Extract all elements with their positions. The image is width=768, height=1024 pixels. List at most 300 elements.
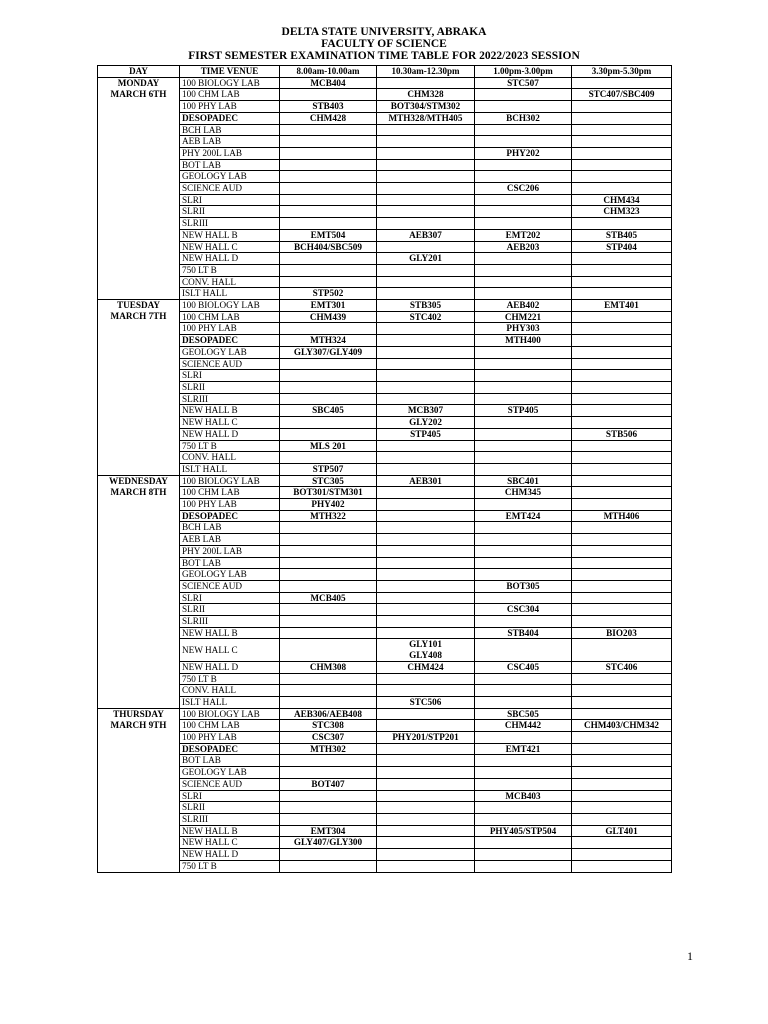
exam-cell-slot-3 xyxy=(475,849,572,861)
exam-cell-slot-4 xyxy=(572,708,672,720)
table-row xyxy=(98,112,672,124)
table-row xyxy=(98,101,672,113)
exam-cell-slot-1: PHY402 xyxy=(280,499,377,511)
table-row xyxy=(98,452,672,464)
exam-cell-slot-4 xyxy=(572,802,672,814)
exam-cell-slot-4 xyxy=(572,732,672,744)
venue-cell: SLRI xyxy=(180,592,280,604)
table-row xyxy=(98,159,672,171)
exam-cell-slot-3: AEB402 xyxy=(475,300,572,312)
exam-cell-slot-3 xyxy=(475,673,572,685)
exam-cell-slot-2 xyxy=(377,767,475,779)
venue-cell: AEB LAB xyxy=(180,136,280,148)
exam-cell-slot-4: CHM323 xyxy=(572,206,672,218)
venue-cell: NEW HALL D xyxy=(180,849,280,861)
venue-cell: SLRII xyxy=(180,802,280,814)
exam-cell-slot-1 xyxy=(280,545,377,557)
venue-cell: 100 CHM LAB xyxy=(180,487,280,499)
exam-cell-slot-2: MCB307 xyxy=(377,405,475,417)
exam-cell-slot-1: STC308 xyxy=(280,720,377,732)
exam-cell-slot-2 xyxy=(377,370,475,382)
exam-cell-slot-4: STB405 xyxy=(572,229,672,241)
exam-cell-slot-2 xyxy=(377,639,475,661)
exam-cell-slot-2 xyxy=(377,124,475,136)
venue-cell: ISLT HALL xyxy=(180,288,280,300)
exam-cell-slot-3: STP405 xyxy=(475,405,572,417)
exam-cell-slot-4: EMT401 xyxy=(572,300,672,312)
exam-cell-slot-3: PHY202 xyxy=(475,147,572,159)
exam-cell-slot-2 xyxy=(377,673,475,685)
table-row xyxy=(98,557,672,569)
venue-cell: NEW HALL D xyxy=(180,661,280,673)
exam-cell-slot-3: CSC405 xyxy=(475,661,572,673)
exam-cell-slot-3: PHY405/STP504 xyxy=(475,825,572,837)
exam-cell-slot-2 xyxy=(377,778,475,790)
exam-cell-slot-1 xyxy=(280,206,377,218)
exam-cell-slot-1: MCB404 xyxy=(280,77,377,89)
exam-cell-slot-4 xyxy=(572,346,672,358)
venue-cell: SLRI xyxy=(180,370,280,382)
venue-cell: 100 CHM LAB xyxy=(180,311,280,323)
exam-cell-slot-4 xyxy=(572,77,672,89)
venue-cell: PHY 200L LAB xyxy=(180,545,280,557)
exam-cell-slot-2 xyxy=(377,206,475,218)
exam-cell-slot-1: STC305 xyxy=(280,475,377,487)
exam-cell-slot-4 xyxy=(572,112,672,124)
exam-cell-slot-2 xyxy=(377,616,475,628)
venue-cell: SLRI xyxy=(180,194,280,206)
exam-cell-slot-1: MTH302 xyxy=(280,743,377,755)
exam-cell-slot-3 xyxy=(475,639,572,661)
exam-cell-slot-2 xyxy=(377,323,475,335)
exam-cell-slot-1: STB403 xyxy=(280,101,377,113)
table-row xyxy=(98,685,672,697)
exam-cell-slot-3 xyxy=(475,370,572,382)
exam-cell-slot-4: CHM403/CHM342 xyxy=(572,720,672,732)
exam-cell-slot-1 xyxy=(280,381,377,393)
exam-cell-slot-2 xyxy=(377,720,475,732)
exam-cell-slot-4 xyxy=(572,335,672,347)
venue-cell: 100 PHY LAB xyxy=(180,101,280,113)
exam-cell-slot-3 xyxy=(475,276,572,288)
venue-cell: 750 LT B xyxy=(180,264,280,276)
exam-cell-slot-4 xyxy=(572,323,672,335)
exam-cell-slot-1 xyxy=(280,522,377,534)
table-row xyxy=(98,264,672,276)
exam-cell-slot-1: BOT407 xyxy=(280,778,377,790)
table-row xyxy=(98,720,672,732)
table-row xyxy=(98,580,672,592)
exam-cell-slot-2 xyxy=(377,569,475,581)
exam-cell-slot-4 xyxy=(572,218,672,230)
exam-cell-slot-1: CSC307 xyxy=(280,732,377,744)
day-name: WEDNESDAY xyxy=(109,475,168,486)
exam-cell-slot-3 xyxy=(475,440,572,452)
table-row xyxy=(98,639,672,661)
exam-cell-slot-3 xyxy=(475,837,572,849)
table-row xyxy=(98,288,672,300)
exam-cell-slot-2 xyxy=(377,241,475,253)
exam-cell-slot-2 xyxy=(377,194,475,206)
venue-cell: SLRIII xyxy=(180,393,280,405)
exam-cell-slot-3 xyxy=(475,534,572,546)
exam-cell-slot-3 xyxy=(475,452,572,464)
exam-cell-slot-2 xyxy=(377,545,475,557)
col-header-day: DAY xyxy=(98,66,180,78)
table-row xyxy=(98,147,672,159)
exam-cell-slot-3 xyxy=(475,288,572,300)
exam-cell-slot-4 xyxy=(572,311,672,323)
table-row xyxy=(98,218,672,230)
exam-cell-slot-2 xyxy=(377,534,475,546)
venue-cell: NEW HALL D xyxy=(180,253,280,265)
exam-cell-slot-3: SBC401 xyxy=(475,475,572,487)
exam-cell-slot-4 xyxy=(572,545,672,557)
exam-cell-slot-1: CHM439 xyxy=(280,311,377,323)
venue-cell: SCIENCE AUD xyxy=(180,183,280,195)
exam-cell-slot-4 xyxy=(572,755,672,767)
exam-cell-slot-1: GLY407/GLY300 xyxy=(280,837,377,849)
exam-cell-slot-2 xyxy=(377,487,475,499)
exam-cell-slot-2 xyxy=(377,860,475,872)
exam-cell-slot-4 xyxy=(572,673,672,685)
table-row xyxy=(98,335,672,347)
exam-cell-slot-4: MTH406 xyxy=(572,510,672,522)
venue-cell: CONV. HALL xyxy=(180,452,280,464)
day-cell xyxy=(98,708,180,872)
day-cell xyxy=(98,475,180,708)
venue-cell: SLRIII xyxy=(180,616,280,628)
page-number: 1 xyxy=(687,949,693,963)
exam-cell-slot-3 xyxy=(475,393,572,405)
table-row xyxy=(98,708,672,720)
exam-cell-slot-2 xyxy=(377,183,475,195)
day-name: MONDAY xyxy=(117,77,160,88)
table-row xyxy=(98,673,672,685)
day-name: THURSDAY xyxy=(113,708,164,719)
exam-cell-slot-2 xyxy=(377,685,475,697)
exam-cell-slot-1 xyxy=(280,159,377,171)
day-cell xyxy=(98,77,180,299)
exam-cell-slot-4 xyxy=(572,159,672,171)
exam-cell-slot-3 xyxy=(475,171,572,183)
exam-cell-slot-3: STC507 xyxy=(475,77,572,89)
venue-cell: DESOPADEC xyxy=(180,112,280,124)
table-row xyxy=(98,183,672,195)
exam-cell-slot-1 xyxy=(280,358,377,370)
exam-cell-slot-4 xyxy=(572,534,672,546)
exam-cell-slot-1: STP507 xyxy=(280,463,377,475)
exam-cell-slot-2 xyxy=(377,825,475,837)
exam-cell-slot-1 xyxy=(280,639,377,661)
table-row xyxy=(98,616,672,628)
exam-cell-slot-2 xyxy=(377,147,475,159)
exam-cell-slot-4 xyxy=(572,790,672,802)
table-row xyxy=(98,825,672,837)
venue-cell: SLRI xyxy=(180,790,280,802)
exam-cell-slot-4 xyxy=(572,288,672,300)
venue-cell: AEB LAB xyxy=(180,534,280,546)
venue-cell: GEOLOGY LAB xyxy=(180,346,280,358)
exam-cell-slot-3 xyxy=(475,545,572,557)
exam-cell-slot-2 xyxy=(377,849,475,861)
table-row xyxy=(98,370,672,382)
table-row xyxy=(98,77,672,89)
exam-cell-slot-2: MTH328/MTH405 xyxy=(377,112,475,124)
exam-code: GLY101 xyxy=(409,639,442,650)
exam-cell-slot-1: EMT504 xyxy=(280,229,377,241)
exam-cell-slot-1: MTH324 xyxy=(280,335,377,347)
table-row xyxy=(98,755,672,767)
exam-cell-slot-4 xyxy=(572,183,672,195)
venue-cell: NEW HALL B xyxy=(180,229,280,241)
venue-cell: BCH LAB xyxy=(180,522,280,534)
exam-cell-slot-2: STC506 xyxy=(377,696,475,708)
exam-cell-slot-2 xyxy=(377,358,475,370)
venue-cell: 100 PHY LAB xyxy=(180,732,280,744)
exam-cell-slot-4 xyxy=(572,767,672,779)
exam-cell-slot-1: STP502 xyxy=(280,288,377,300)
venue-cell: ISLT HALL xyxy=(180,696,280,708)
exam-cell-slot-4 xyxy=(572,569,672,581)
exam-cell-slot-3 xyxy=(475,206,572,218)
exam-cell-slot-3 xyxy=(475,358,572,370)
exam-cell-slot-2: PHY201/STP201 xyxy=(377,732,475,744)
exam-cell-slot-4 xyxy=(572,778,672,790)
table-row xyxy=(98,592,672,604)
exam-cell-slot-1 xyxy=(280,171,377,183)
exam-cell-slot-3 xyxy=(475,592,572,604)
exam-cell-slot-2 xyxy=(377,837,475,849)
exam-cell-slot-4 xyxy=(572,475,672,487)
exam-cell-slot-1 xyxy=(280,147,377,159)
table-row xyxy=(98,136,672,148)
exam-cell-slot-2: GLY201 xyxy=(377,253,475,265)
exam-cell-slot-3: PHY303 xyxy=(475,323,572,335)
exam-cell-slot-4 xyxy=(572,452,672,464)
table-row xyxy=(98,311,672,323)
exam-cell-slot-2 xyxy=(377,264,475,276)
exam-cell-slot-4 xyxy=(572,499,672,511)
exam-cell-slot-1 xyxy=(280,124,377,136)
exam-cell-slot-4 xyxy=(572,592,672,604)
exam-cell-slot-4 xyxy=(572,124,672,136)
faculty-title: FACULTY OF SCIENCE xyxy=(321,38,447,50)
table-row xyxy=(98,475,672,487)
table-row xyxy=(98,89,672,101)
exam-cell-slot-3 xyxy=(475,685,572,697)
exam-cell-slot-1: EMT304 xyxy=(280,825,377,837)
day-name: TUESDAY xyxy=(116,300,161,311)
exam-cell-slot-2 xyxy=(377,708,475,720)
exam-cell-slot-1 xyxy=(280,370,377,382)
exam-cell-slot-4 xyxy=(572,381,672,393)
exam-cell-slot-1 xyxy=(280,276,377,288)
exam-cell-slot-4 xyxy=(572,696,672,708)
venue-cell: SCIENCE AUD xyxy=(180,778,280,790)
exam-cell-slot-4 xyxy=(572,849,672,861)
exam-cell-slot-1 xyxy=(280,849,377,861)
venue-cell: PHY 200L LAB xyxy=(180,147,280,159)
exam-cell-slot-1 xyxy=(280,616,377,628)
venue-cell: SCIENCE AUD xyxy=(180,358,280,370)
table-row xyxy=(98,253,672,265)
day-date: MARCH 7TH xyxy=(110,311,167,322)
exam-cell-slot-4 xyxy=(572,264,672,276)
exam-cell-slot-1: MTH322 xyxy=(280,510,377,522)
exam-cell-slot-2 xyxy=(377,522,475,534)
exam-cell-slot-3 xyxy=(475,860,572,872)
exam-cell-slot-4 xyxy=(572,358,672,370)
exam-cell-slot-2 xyxy=(377,440,475,452)
exam-cell-slot-3 xyxy=(475,218,572,230)
exam-cell-slot-4 xyxy=(572,522,672,534)
exam-cell-slot-1 xyxy=(280,452,377,464)
exam-cell-slot-2 xyxy=(377,171,475,183)
venue-cell: NEW HALL C xyxy=(180,417,280,429)
table-row xyxy=(98,627,672,639)
document-title: FIRST SEMESTER EXAMINATION TIME TABLE FOR 2022/2023 SESSION xyxy=(188,50,580,62)
exam-cell-slot-3 xyxy=(475,159,572,171)
venue-cell: 100 BIOLOGY LAB xyxy=(180,300,280,312)
exam-cell-slot-3 xyxy=(475,522,572,534)
exam-cell-slot-4 xyxy=(572,616,672,628)
exam-cell-slot-2: BOT304/STM302 xyxy=(377,101,475,113)
table-row xyxy=(98,837,672,849)
exam-cell-slot-4 xyxy=(572,147,672,159)
exam-cell-slot-4: STC406 xyxy=(572,661,672,673)
exam-cell-slot-2 xyxy=(377,755,475,767)
table-row xyxy=(98,171,672,183)
exam-cell-slot-2 xyxy=(377,802,475,814)
exam-cell-slot-2 xyxy=(377,218,475,230)
exam-cell-slot-2 xyxy=(377,499,475,511)
exam-cell-slot-4 xyxy=(572,101,672,113)
table-row xyxy=(98,381,672,393)
venue-cell: ISLT HALL xyxy=(180,463,280,475)
venue-cell: SLRIII xyxy=(180,814,280,826)
exam-cell-slot-3: BCH302 xyxy=(475,112,572,124)
venue-cell: 100 PHY LAB xyxy=(180,499,280,511)
day-date: MARCH 8TH xyxy=(110,486,167,497)
venue-cell: SLRIII xyxy=(180,218,280,230)
day-date: MARCH 9TH xyxy=(110,719,167,730)
exam-cell-slot-1 xyxy=(280,604,377,616)
table-row xyxy=(98,194,672,206)
exam-cell-slot-2 xyxy=(377,335,475,347)
exam-cell-slot-2 xyxy=(377,393,475,405)
day-date: MARCH 6TH xyxy=(110,88,167,99)
exam-cell-slot-3 xyxy=(475,696,572,708)
exam-cell-slot-4 xyxy=(572,743,672,755)
venue-cell: SLRII xyxy=(180,206,280,218)
exam-cell-slot-1 xyxy=(280,194,377,206)
exam-cell-slot-2: GLY202 xyxy=(377,417,475,429)
exam-cell-slot-4 xyxy=(572,557,672,569)
table-row xyxy=(98,241,672,253)
exam-cell-slot-3 xyxy=(475,463,572,475)
table-row xyxy=(98,767,672,779)
table-row xyxy=(98,661,672,673)
venue-cell: DESOPADEC xyxy=(180,510,280,522)
exam-cell-slot-2: STB305 xyxy=(377,300,475,312)
exam-cell-slot-1 xyxy=(280,557,377,569)
exam-cell-slot-4: BIO203 xyxy=(572,627,672,639)
venue-cell: NEW HALL D xyxy=(180,428,280,440)
exam-cell-slot-2: AEB301 xyxy=(377,475,475,487)
exam-cell-slot-4 xyxy=(572,604,672,616)
table-row xyxy=(98,300,672,312)
exam-cell-slot-4 xyxy=(572,487,672,499)
exam-cell-slot-1 xyxy=(280,580,377,592)
table-row xyxy=(98,604,672,616)
exam-cell-slot-2: STC402 xyxy=(377,311,475,323)
table-row xyxy=(98,814,672,826)
exam-cell-slot-3 xyxy=(475,101,572,113)
exam-cell-slot-1 xyxy=(280,264,377,276)
exam-cell-slot-2: AEB307 xyxy=(377,229,475,241)
exam-cell-slot-2 xyxy=(377,136,475,148)
exam-cell-slot-2 xyxy=(377,77,475,89)
exam-cell-slot-3 xyxy=(475,814,572,826)
venue-cell: 100 BIOLOGY LAB xyxy=(180,475,280,487)
col-header-slot-2: 10.30am-12.30pm xyxy=(377,66,475,78)
venue-cell: CONV. HALL xyxy=(180,685,280,697)
exam-cell-slot-3: STB404 xyxy=(475,627,572,639)
exam-cell-slot-3: CHM345 xyxy=(475,487,572,499)
venue-cell: CONV. HALL xyxy=(180,276,280,288)
exam-cell-slot-2 xyxy=(377,627,475,639)
exam-cell-slot-3: MTH400 xyxy=(475,335,572,347)
exam-cell-slot-3 xyxy=(475,124,572,136)
table-row xyxy=(98,569,672,581)
table-row xyxy=(98,732,672,744)
table-row xyxy=(98,499,672,511)
header-row xyxy=(98,66,672,78)
table-row xyxy=(98,510,672,522)
venue-cell: NEW HALL C xyxy=(180,837,280,849)
exam-cell-slot-3 xyxy=(475,755,572,767)
exam-cell-slot-3 xyxy=(475,194,572,206)
exam-cell-slot-1: BCH404/SBC509 xyxy=(280,241,377,253)
table-row xyxy=(98,849,672,861)
exam-cell-slot-4 xyxy=(572,685,672,697)
exam-cell-slot-2 xyxy=(377,580,475,592)
venue-cell: DESOPADEC xyxy=(180,335,280,347)
exam-cell-slot-3 xyxy=(475,557,572,569)
exam-cell-slot-2 xyxy=(377,381,475,393)
exam-cell-slot-4 xyxy=(572,253,672,265)
exam-cell-slot-1 xyxy=(280,627,377,639)
exam-cell-slot-2: CHM328 xyxy=(377,89,475,101)
table-row xyxy=(98,276,672,288)
timetable-body xyxy=(98,77,672,872)
exam-cell-slot-3: CHM442 xyxy=(475,720,572,732)
venue-cell: 750 LT B xyxy=(180,860,280,872)
exam-cell-slot-4 xyxy=(572,580,672,592)
exam-cell-slot-3 xyxy=(475,569,572,581)
venue-cell: GEOLOGY LAB xyxy=(180,767,280,779)
col-header-slot-1: 8.00am-10.00am xyxy=(280,66,377,78)
exam-cell-slot-4 xyxy=(572,405,672,417)
venue-cell: 100 BIOLOGY LAB xyxy=(180,77,280,89)
exam-cell-slot-3: EMT424 xyxy=(475,510,572,522)
exam-cell-slot-1: SBC405 xyxy=(280,405,377,417)
table-row xyxy=(98,323,672,335)
table-row xyxy=(98,802,672,814)
exam-cell-slot-4 xyxy=(572,860,672,872)
exam-cell-slot-3 xyxy=(475,767,572,779)
